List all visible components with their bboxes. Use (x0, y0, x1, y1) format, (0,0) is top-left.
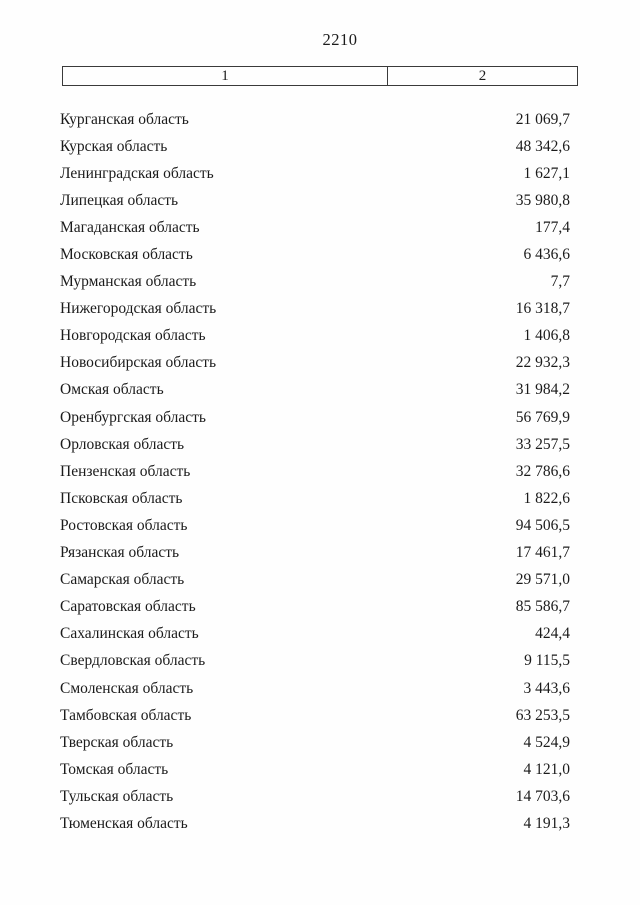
region-name-cell: Тверская область (60, 733, 174, 751)
region-name-cell: Сахалинская область (60, 625, 199, 643)
table-row (60, 350, 570, 377)
value-cell: 4 121,0 (523, 760, 570, 778)
column-2-header: 2 (478, 67, 487, 84)
value-cell: 22 932,3 (515, 354, 570, 372)
region-name-cell: Тюменская область (60, 814, 188, 832)
value-cell: 3 443,6 (523, 679, 570, 697)
value-cell: 1 627,1 (523, 164, 570, 182)
table-row (60, 296, 570, 323)
table-row (60, 323, 570, 350)
region-name-cell: Московская область (60, 246, 193, 264)
table-row (60, 214, 570, 241)
value-cell: 35 980,8 (515, 191, 570, 209)
region-name-cell: Самарская область (60, 571, 185, 589)
value-cell: 177,4 (535, 218, 570, 236)
value-cell: 4 191,3 (523, 814, 570, 832)
value-cell: 21 069,7 (515, 110, 570, 128)
value-cell: 48 342,6 (515, 137, 570, 155)
table-row (60, 512, 570, 539)
table-row (60, 594, 570, 621)
value-cell: 32 786,6 (515, 462, 570, 480)
value-cell: 1 822,6 (523, 489, 570, 507)
region-name-cell: Орловская область (60, 435, 185, 453)
table-row (60, 404, 570, 431)
region-name-cell: Курская область (60, 137, 168, 155)
value-cell: 33 257,5 (515, 435, 570, 453)
value-cell: 63 253,5 (515, 706, 570, 724)
value-cell: 14 703,6 (515, 787, 570, 805)
value-cell: 7,7 (550, 273, 570, 291)
table-row (60, 241, 570, 268)
value-cell: 6 436,6 (523, 246, 570, 264)
page-number: 2210 (322, 30, 358, 49)
value-cell: 9 115,5 (524, 652, 570, 670)
table-row (60, 269, 570, 296)
value-cell: 17 461,7 (515, 544, 570, 562)
table-row (60, 106, 570, 133)
table-row (60, 756, 570, 783)
table-row (60, 783, 570, 810)
table-row (60, 702, 570, 729)
region-name-cell: Пензенская область (60, 462, 191, 480)
value-cell: 29 571,0 (515, 571, 570, 589)
region-name-cell: Ленинградская область (60, 164, 214, 182)
table-row (60, 540, 570, 567)
value-cell: 56 769,9 (515, 408, 570, 426)
table-row (60, 458, 570, 485)
value-cell: 85 586,7 (515, 598, 570, 616)
table-row (60, 810, 570, 837)
region-name-cell: Томская область (60, 760, 169, 778)
region-name-cell: Курганская область (60, 110, 189, 128)
region-name-cell: Рязанская область (60, 544, 180, 562)
region-name-cell: Омская область (60, 381, 164, 399)
table-row (60, 675, 570, 702)
table-continuation-header (62, 66, 578, 86)
region-name-cell: Ростовская область (60, 516, 188, 534)
region-name-cell: Липецкая область (60, 191, 179, 209)
value-cell: 16 318,7 (515, 300, 570, 318)
value-cell: 1 406,8 (523, 327, 570, 345)
table-row (60, 133, 570, 160)
region-name-cell: Тамбовская область (60, 706, 192, 724)
region-name-cell: Тульская область (60, 787, 174, 805)
region-name-cell: Псковская область (60, 489, 183, 507)
value-cell: 4 524,9 (523, 733, 570, 751)
table-row (60, 377, 570, 404)
region-name-cell: Магаданская область (60, 218, 200, 236)
table-body (60, 106, 570, 838)
table-row (60, 160, 570, 187)
region-name-cell: Саратовская область (60, 598, 196, 616)
region-name-cell: Новосибирская область (60, 354, 217, 372)
table-row (60, 567, 570, 594)
table-row (60, 648, 570, 675)
region-name-cell: Смоленская область (60, 679, 194, 697)
table-row (60, 485, 570, 512)
table-row (60, 621, 570, 648)
region-name-cell: Нижегородская область (60, 300, 217, 318)
column-1-header: 1 (63, 67, 388, 85)
table-row (60, 729, 570, 756)
value-cell: 424,4 (535, 625, 570, 643)
region-name-cell: Новгородская область (60, 327, 206, 345)
region-name-cell: Оренбургская область (60, 408, 206, 426)
table-row (60, 431, 570, 458)
value-cell: 31 984,2 (515, 381, 570, 399)
value-cell: 94 506,5 (515, 516, 570, 534)
region-name-cell: Мурманская область (60, 273, 197, 291)
table-row (60, 187, 570, 214)
region-name-cell: Свердловская область (60, 652, 206, 670)
